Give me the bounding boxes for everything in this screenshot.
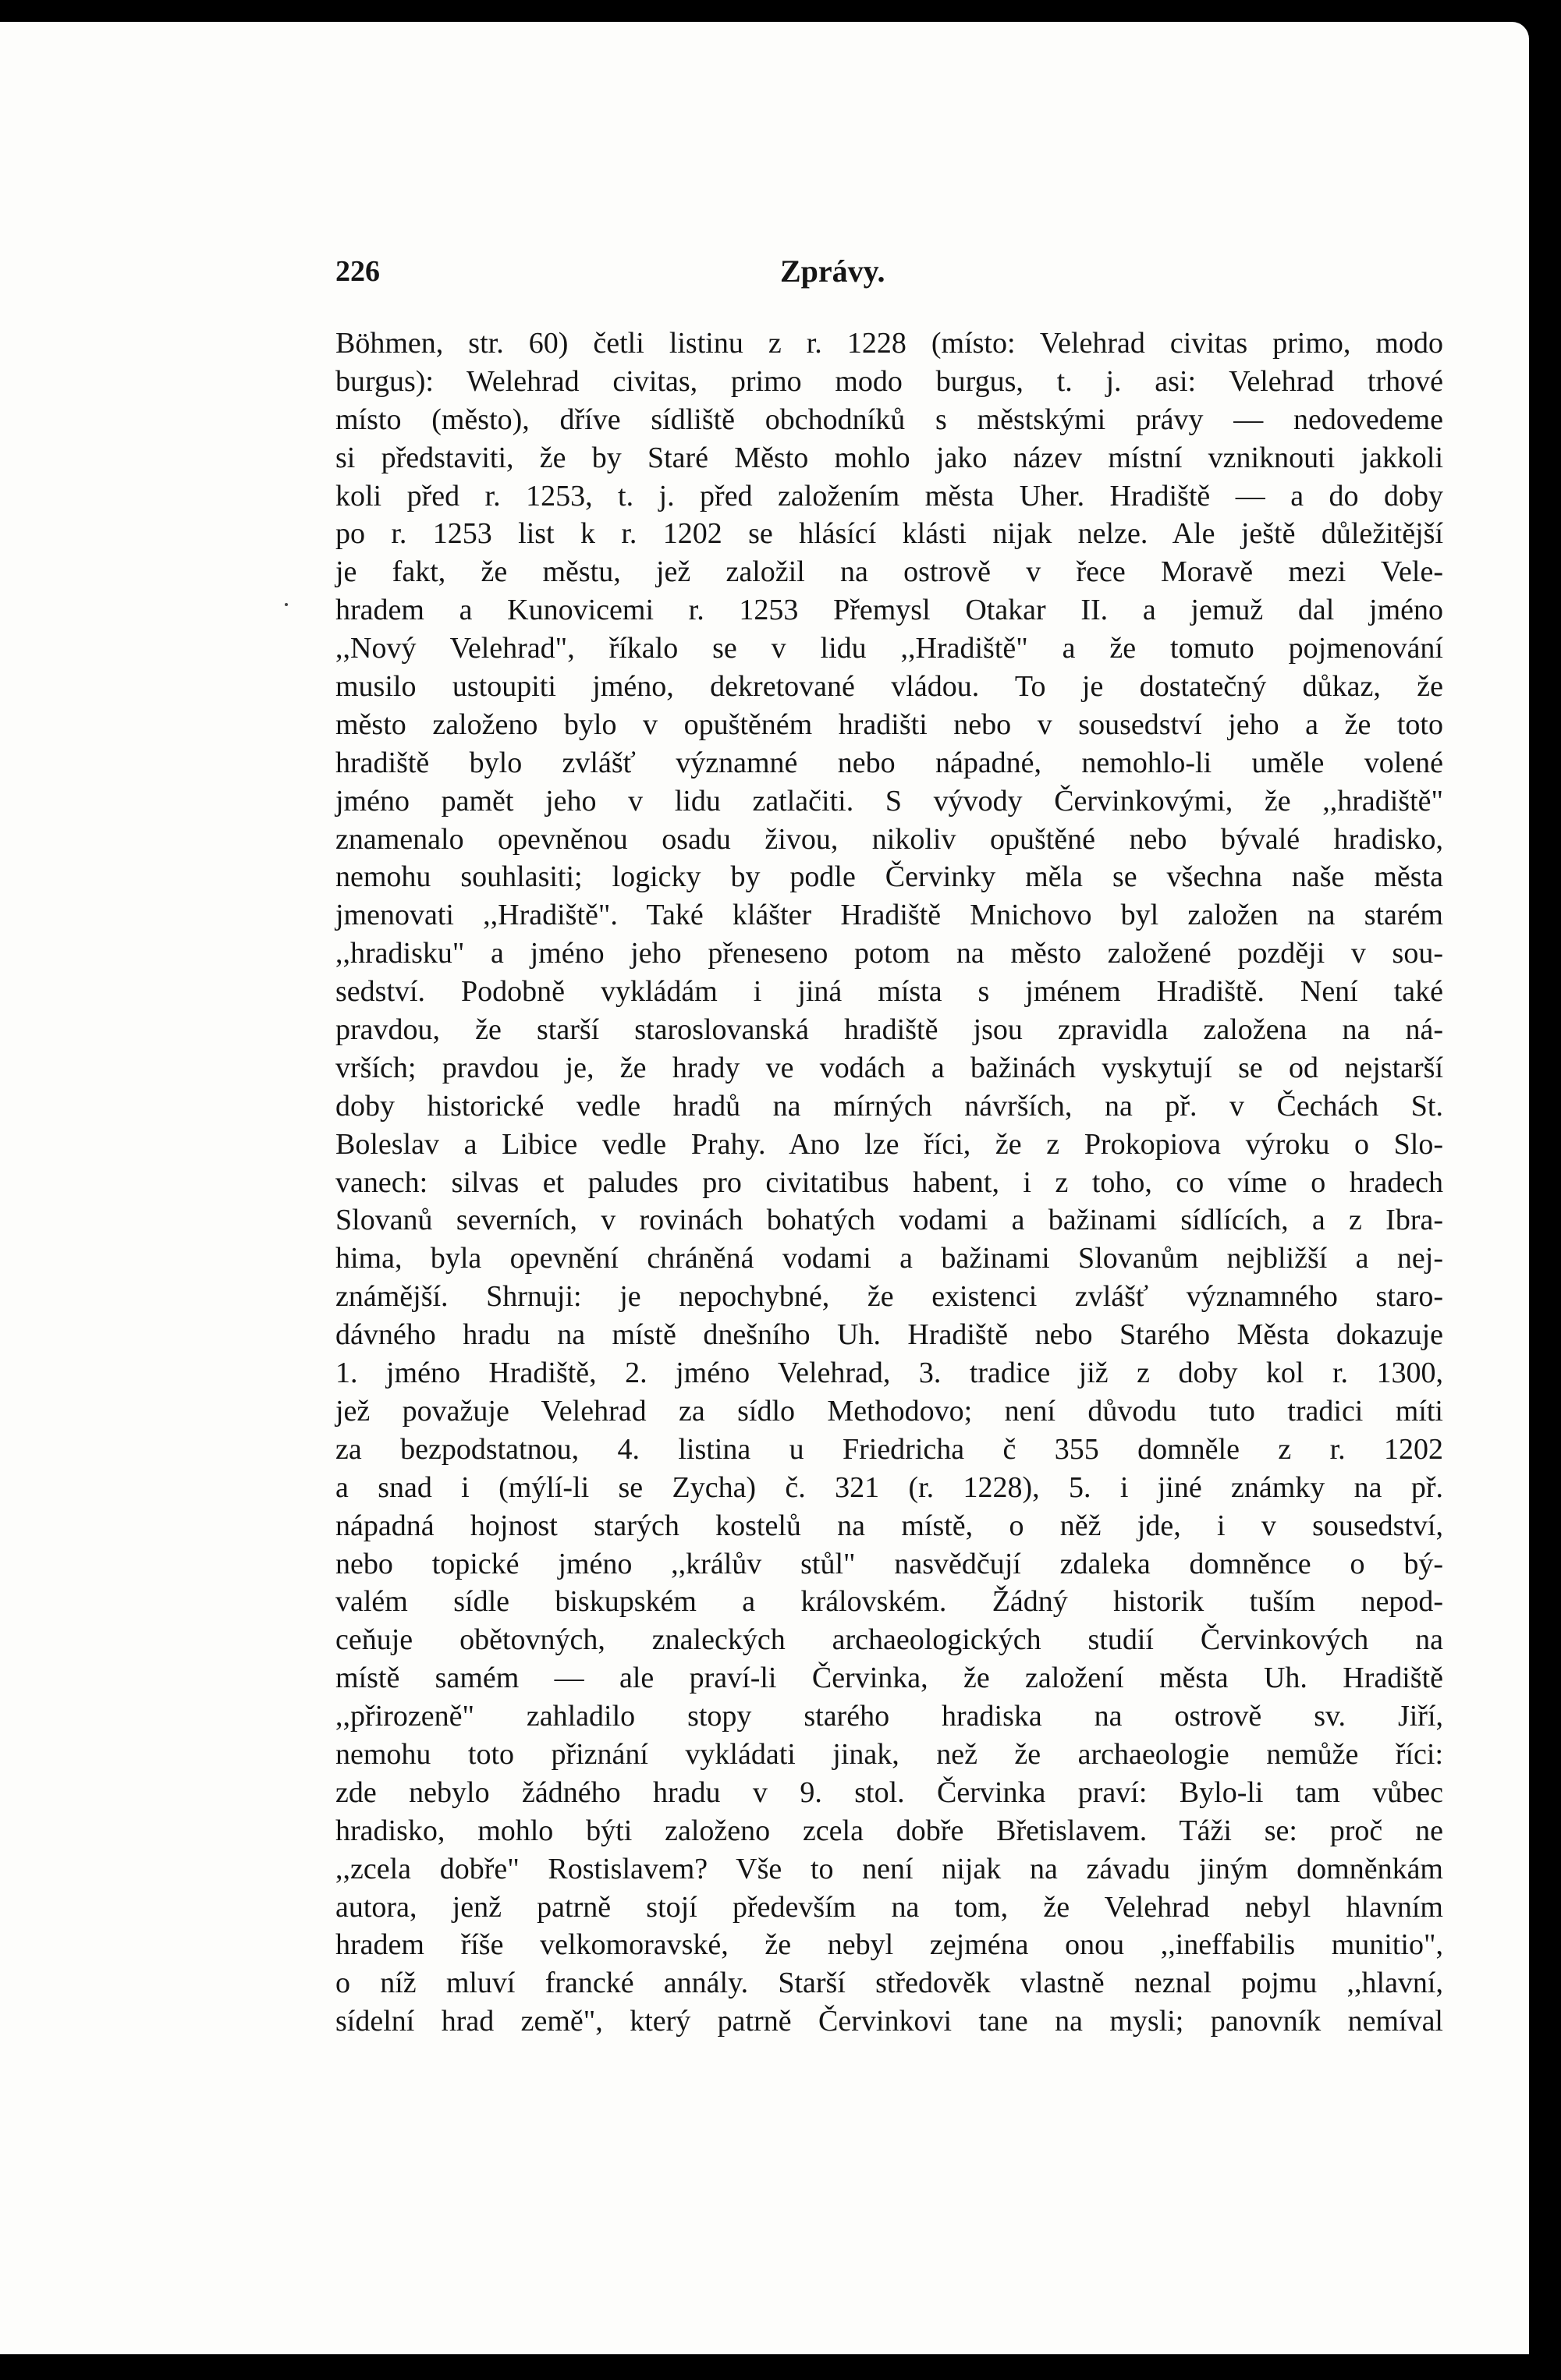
text-line: burgus): Welehrad civitas, primo modo burgus, t. j. asi: Velehrad trhové [335, 364, 1443, 398]
text-line: 1. jméno Hradiště, 2. jméno Velehrad, 3. tradice již z doby kol r. 1300, [335, 1357, 1443, 1390]
text-line: ,,přirozeně" zahladilo stopy starého hradiska na ostrově sv. Jiří, [335, 1700, 1443, 1733]
text-line: místo (město), dříve sídliště obchodníků s městskými právy — nedovedeme [335, 403, 1443, 436]
body-text [335, 325, 1443, 2041]
text-line: pravdou, že starší staroslovanská hradiště jsou zpravidla založena na ná- [335, 1013, 1443, 1047]
text-line: jméno pamět jeho v lidu zatlačiti. S vývody Červinkovými, že ,,hradiště" [335, 784, 1443, 818]
text-line: sídelní hrad země", který patrně Červinkovi tane na mysli; panovník nemíval [335, 2005, 1443, 2038]
text-line: vanech: silvas et paludes pro civitatibus habent, i z toho, co víme o hradech [335, 1165, 1443, 1199]
text-line: město založeno bylo v opuštěném hradišti nebo v sousedství jeho a že toto [335, 708, 1443, 741]
print-speck [285, 603, 288, 606]
text-line: po r. 1253 list k r. 1202 se hlásící klásti nijak nelze. Ale ještě důležitější [335, 517, 1443, 551]
text-line: nemohu toto přiznání vykládati jinak, než že archaeologie nemůže říci: [335, 1737, 1443, 1771]
text-line: je fakt, že městu, jež založil na ostrově v řece Moravě mezi Vele- [335, 555, 1443, 589]
text-line: autora, jenž patrně stojí především na tom, že Velehrad nebyl hlavním [335, 1890, 1443, 1924]
text-line: nemohu souhlasiti; logicky by podle Červinky měla se všechna naše města [335, 860, 1443, 894]
book-page [0, 22, 1529, 2354]
text-line: si představiti, že by Staré Město mohlo jako název místní vzniknouti jakkoli [335, 441, 1443, 474]
text-line: dávného hradu na místě dnešního Uh. Hradiště nebo Starého Města dokazuje [335, 1318, 1443, 1352]
text-line: známější. Shrnuji: je nepochybné, že existenci zvlášť významného staro- [335, 1280, 1443, 1314]
text-line: vrších; pravdou je, že hrady ve vodách a bažinách vyskytují se od nejstarší [335, 1051, 1443, 1084]
text-line: doby historické vedle hradů na mírných návrších, na př. v Čechách St. [335, 1089, 1443, 1123]
text-line: valém sídle biskupském a královském. Žádný historik tuším nepod- [335, 1585, 1443, 1619]
text-line: hradem říše velkomoravské, že nebyl zejména onou ,,ineffabilis munitio", [335, 1928, 1443, 1962]
text-line: zde nebylo žádného hradu v 9. stol. Červinka praví: Bylo-li tam vůbec [335, 1775, 1443, 1809]
text-line: ,,Nový Velehrad", říkalo se v lidu ,,Hradiště" a že tomuto pojmenování [335, 632, 1443, 665]
text-line: místě samém — ale praví-li Červinka, že založení města Uh. Hradiště [335, 1662, 1443, 1695]
text-line: Slovanů severních, v rovinách bohatých vodami a bažinami sídlících, a z Ibra- [335, 1204, 1443, 1237]
text-line: jmenovati ,,Hradiště". Také klášter Hradiště Mnichovo byl založen na starém [335, 899, 1443, 932]
text-line: jež považuje Velehrad za sídlo Methodovo; není důvodu tuto tradici míti [335, 1394, 1443, 1428]
text-line: nápadná hojnost starých kostelů na místě, o něž jde, i v sousedství, [335, 1509, 1443, 1542]
text-line: koli před r. 1253, t. j. před založením města Uher. Hradiště — a do doby [335, 479, 1443, 513]
text-line: za bezpodstatnou, 4. listina u Friedricha č 355 domněle z r. 1202 [335, 1432, 1443, 1466]
text-line: hradisko, mohlo býti založeno zcela dobře Břetislavem. Táži se: proč ne [335, 1814, 1443, 1847]
page-number: 226 [335, 255, 380, 288]
text-line: a snad i (mýlí-li se Zycha) č. 321 (r. 1228), 5. i jiné známky na př. [335, 1470, 1443, 1504]
text-line: hima, byla opevnění chráněná vodami a bažinami Slovanům nejbližší a nej- [335, 1242, 1443, 1275]
text-line: sedství. Podobně vykládám i jiná místa s jménem Hradiště. Není také [335, 975, 1443, 1009]
text-line: Böhmen, str. 60) četli listinu z r. 1228 (místo: Velehrad civitas primo, modo [335, 327, 1443, 360]
text-line: musilo ustoupiti jméno, dekretované vládou. To je dostatečný důkaz, že [335, 670, 1443, 704]
text-line: o níž mluví francké annály. Starší středověk vlastně neznal pojmu ,,hlavní, [335, 1967, 1443, 2000]
text-line: nebo topické jméno ,,králův stůl" nasvědčují zdaleka domněnce o bý- [335, 1547, 1443, 1580]
text-line: hradem a Kunovicemi r. 1253 Přemysl Otakar II. a jemuž dal jméno [335, 594, 1443, 627]
section-title: Zprávy. [780, 254, 885, 289]
text-line: ceňuje obětovných, znaleckých archaeologických studií Červinkových na [335, 1623, 1443, 1657]
text-line: ,,zcela dobře" Rostislavem? Vše to není nijak na závadu jiným domněnkám [335, 1852, 1443, 1885]
text-line: ,,hradisku" a jméno jeho přeneseno potom na město založené později v sou- [335, 937, 1443, 970]
text-line: hradiště bylo zvlášť významné nebo nápadné, nemohlo-li uměle volené [335, 746, 1443, 779]
text-line: Boleslav a Libice vedle Prahy. Ano lze říci, že z Prokopiova výroku o Slo- [335, 1127, 1443, 1161]
text-line: znamenalo opevněnou osadu živou, nikoliv opuštěné nebo bývalé hradisko, [335, 822, 1443, 856]
